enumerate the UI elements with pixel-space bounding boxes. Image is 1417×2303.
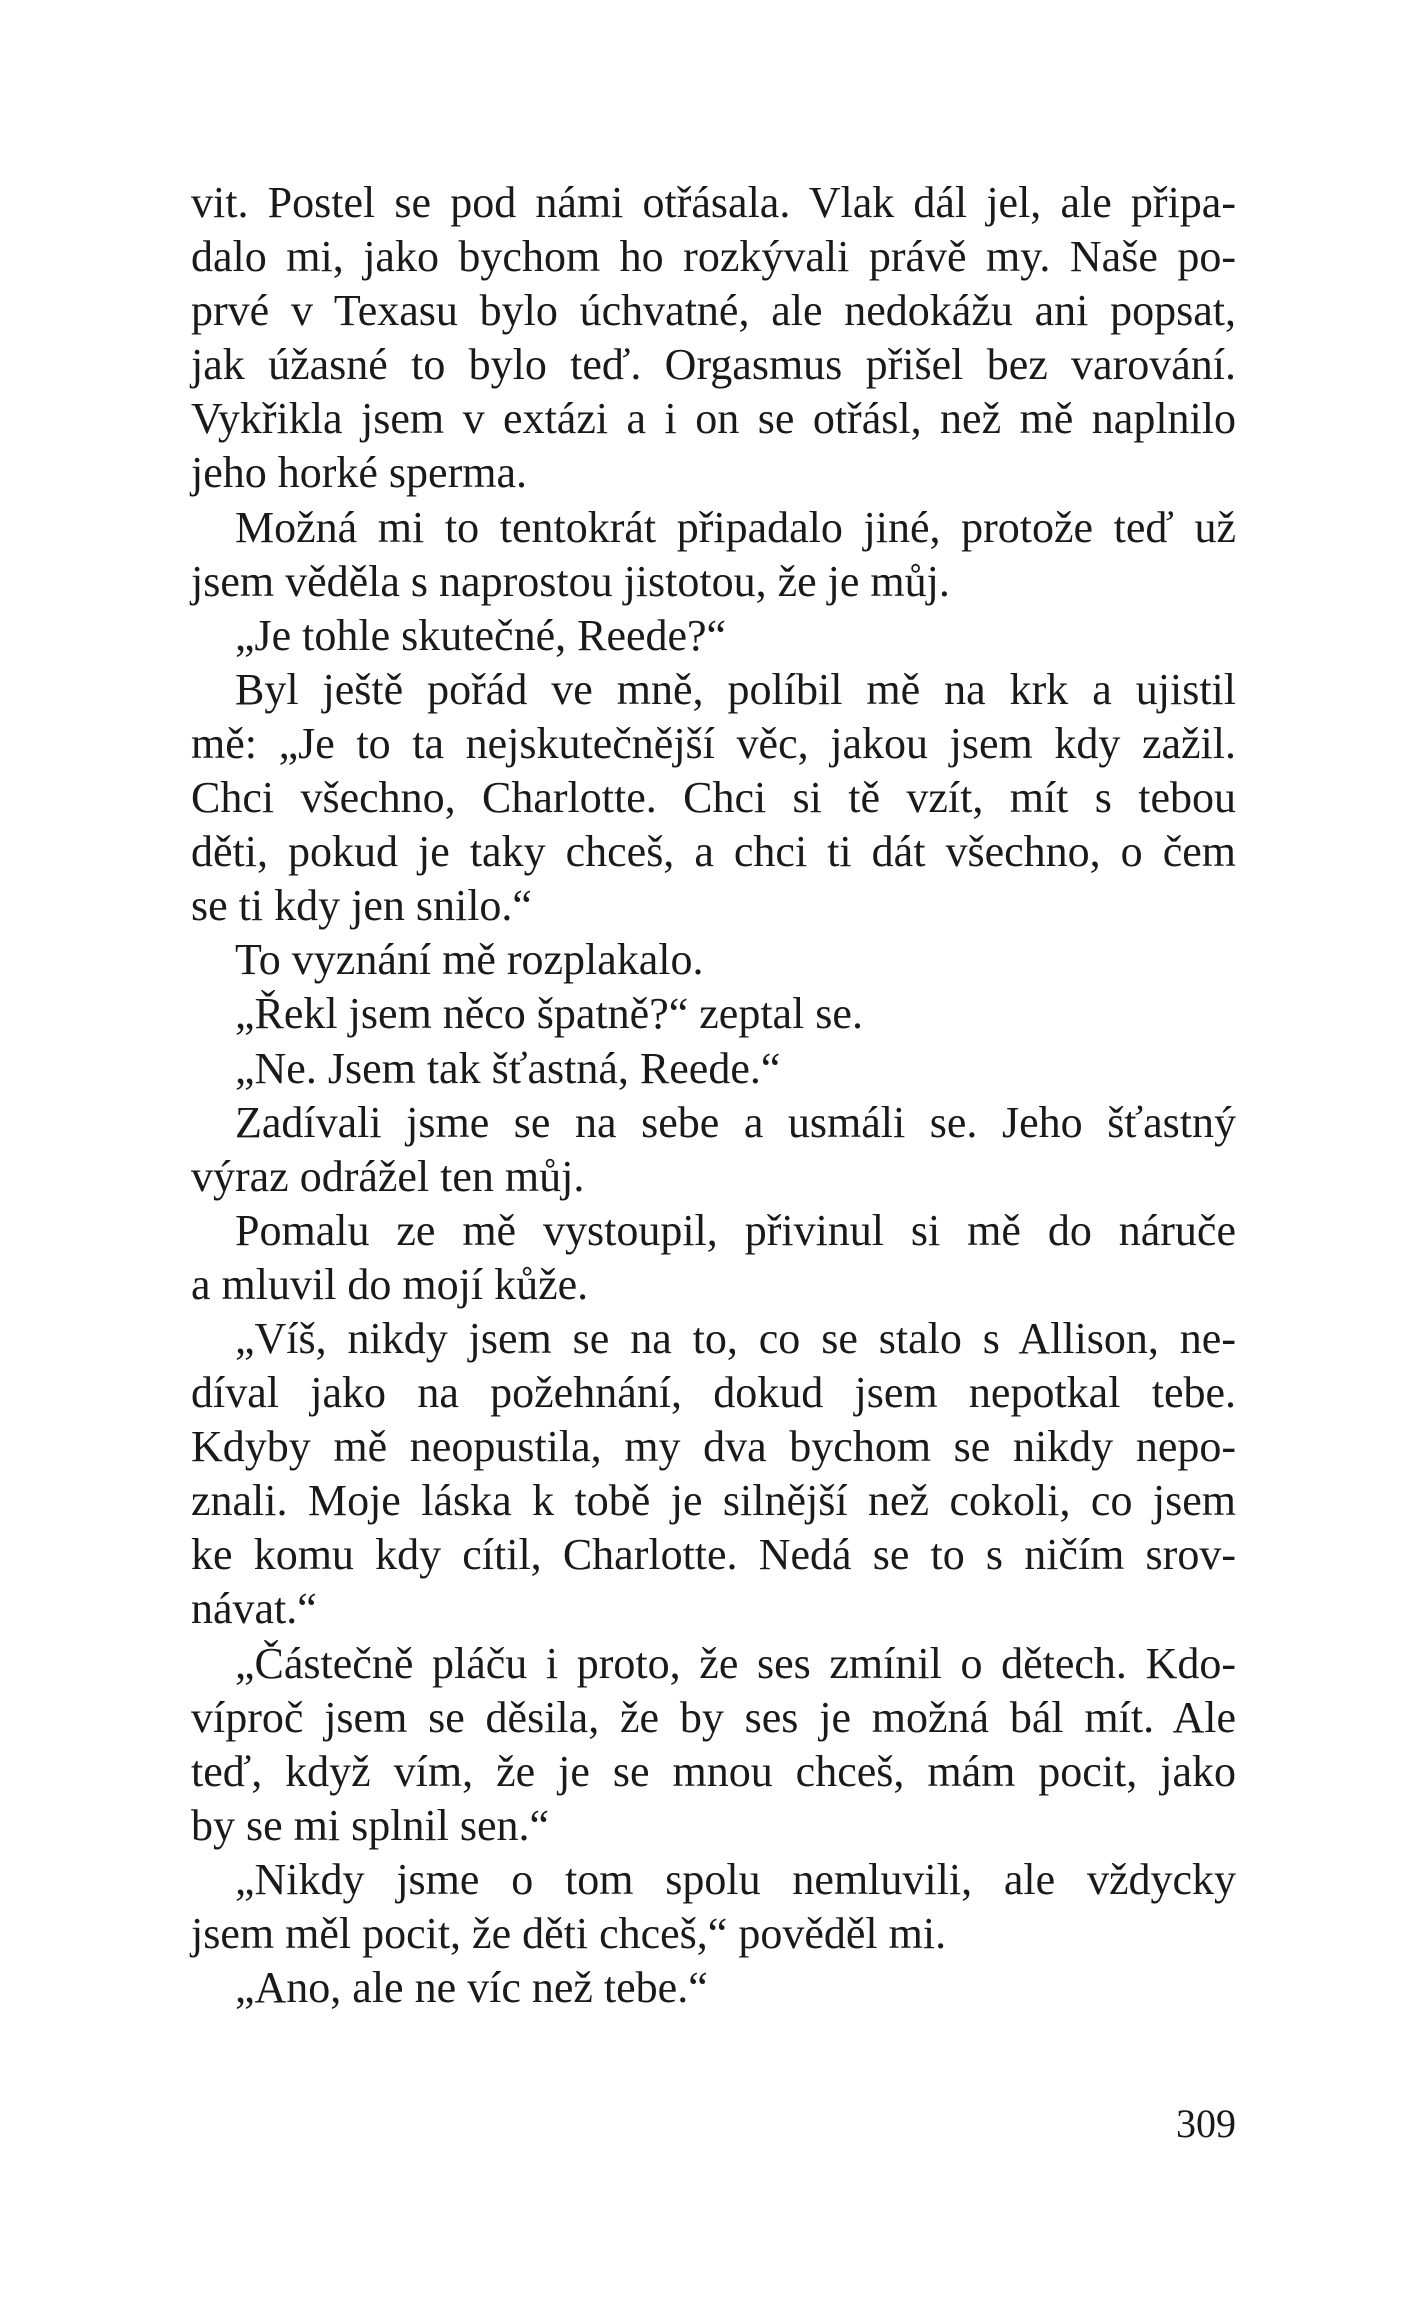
paragraph: [191, 933, 1236, 987]
text-line: a mluvil do mojí kůže.: [191, 1259, 589, 1309]
paragraph: [191, 987, 1236, 1041]
paragraph: [191, 176, 1236, 501]
text-line: návat.“: [191, 1584, 317, 1634]
text-line: Možná mi to tentokrát připadalo jiné, protože teď už: [235, 502, 1236, 552]
paragraph: [191, 609, 1236, 663]
text-line: dalo mi, jako bychom ho rozkývali právě my. Naše po-: [191, 232, 1236, 282]
text-line: jsem věděla s naprostou jistotou, že je můj.: [191, 556, 950, 606]
text-line: teď, když vím, že je se mnou chceš, mám pocit, jako: [191, 1746, 1236, 1796]
text-line: jak úžasné to bylo teď. Orgasmus přišel bez varování.: [191, 340, 1236, 390]
paragraph: [191, 501, 1236, 609]
text-line: výraz odrážel ten můj.: [191, 1151, 585, 1201]
text-line: by se mi splnil sen.“: [191, 1800, 550, 1850]
text-line: vit. Postel se pod námi otřásala. Vlak dál jel, ale připa-: [191, 178, 1236, 227]
text-line: „Částečně pláču i proto, že ses zmínil o dětech. Kdo-: [235, 1638, 1236, 1688]
text-line: jsem měl pocit, že děti chceš,“ pověděl mi.: [191, 1909, 947, 1958]
text-line: „Ne. Jsem tak šťastná, Reede.“: [235, 1043, 781, 1093]
text-line: Kdyby mě neopustila, my dva bychom se nikdy nepo-: [191, 1422, 1236, 1472]
text-line: „Je tohle skutečné, Reede?“: [235, 610, 727, 660]
text-line: Zadívali jsme se na sebe a usmáli se. Jeho šťastný: [235, 1097, 1236, 1147]
body-text: [191, 176, 1236, 2015]
text-line: jeho horké sperma.: [191, 448, 527, 498]
text-line: ke komu kdy cítil, Charlotte. Nedá se to s ničím srov-: [191, 1530, 1236, 1580]
paragraph: [191, 1042, 1236, 1096]
text-line: děti, pokud je taky chceš, a chci ti dát všechno, o čem: [191, 827, 1236, 877]
text-line: znali. Moje láska k tobě je silnější než cokoli, co jsem: [191, 1476, 1236, 1526]
text-line: „Víš, nikdy jsem se na to, co se stalo s Allison, ne-: [235, 1313, 1236, 1363]
paragraph: [191, 1961, 1236, 2015]
text-line: Pomalu ze mě vystoupil, přivinul si mě do náruče: [235, 1205, 1236, 1255]
text-line: „Nikdy jsme o tom spolu nemluvili, ale vždycky: [235, 1854, 1236, 1904]
text-line: se ti kdy jen snilo.“: [191, 881, 532, 931]
text-line: „Řekl jsem něco špatně?“ zeptal se.: [235, 989, 863, 1039]
text-line: díval jako na požehnání, dokud jsem nepotkal tebe.: [191, 1368, 1236, 1418]
text-line: „Ano, ale ne víc než tebe.“: [235, 1963, 708, 2013]
paragraph: [191, 1637, 1236, 1853]
text-line: prvé v Texasu bylo úchvatné, ale nedokážu ani popsat,: [191, 286, 1236, 336]
text-line: Vykřikla jsem v extázi a i on se otřásl, než mě naplnilo: [191, 394, 1236, 444]
paragraph: [191, 1312, 1236, 1637]
text-line: Chci všechno, Charlotte. Chci si tě vzít, mít s tebou: [191, 773, 1236, 823]
text-line: To vyznání mě rozplakalo.: [235, 935, 704, 985]
paragraph: [191, 663, 1236, 933]
page-number: 309: [1176, 2101, 1236, 2146]
text-line: víproč jsem se děsila, že by ses je možná bál mít. Ale: [191, 1692, 1236, 1742]
text-line: Byl ještě pořád ve mně, políbil mě na krk a ujistil: [235, 664, 1236, 714]
paragraph: [191, 1853, 1236, 1961]
paragraph: [191, 1204, 1236, 1312]
paragraph: [191, 1096, 1236, 1204]
text-line: mě: „Je to ta nejskutečnější věc, jakou jsem kdy zažil.: [191, 718, 1236, 768]
